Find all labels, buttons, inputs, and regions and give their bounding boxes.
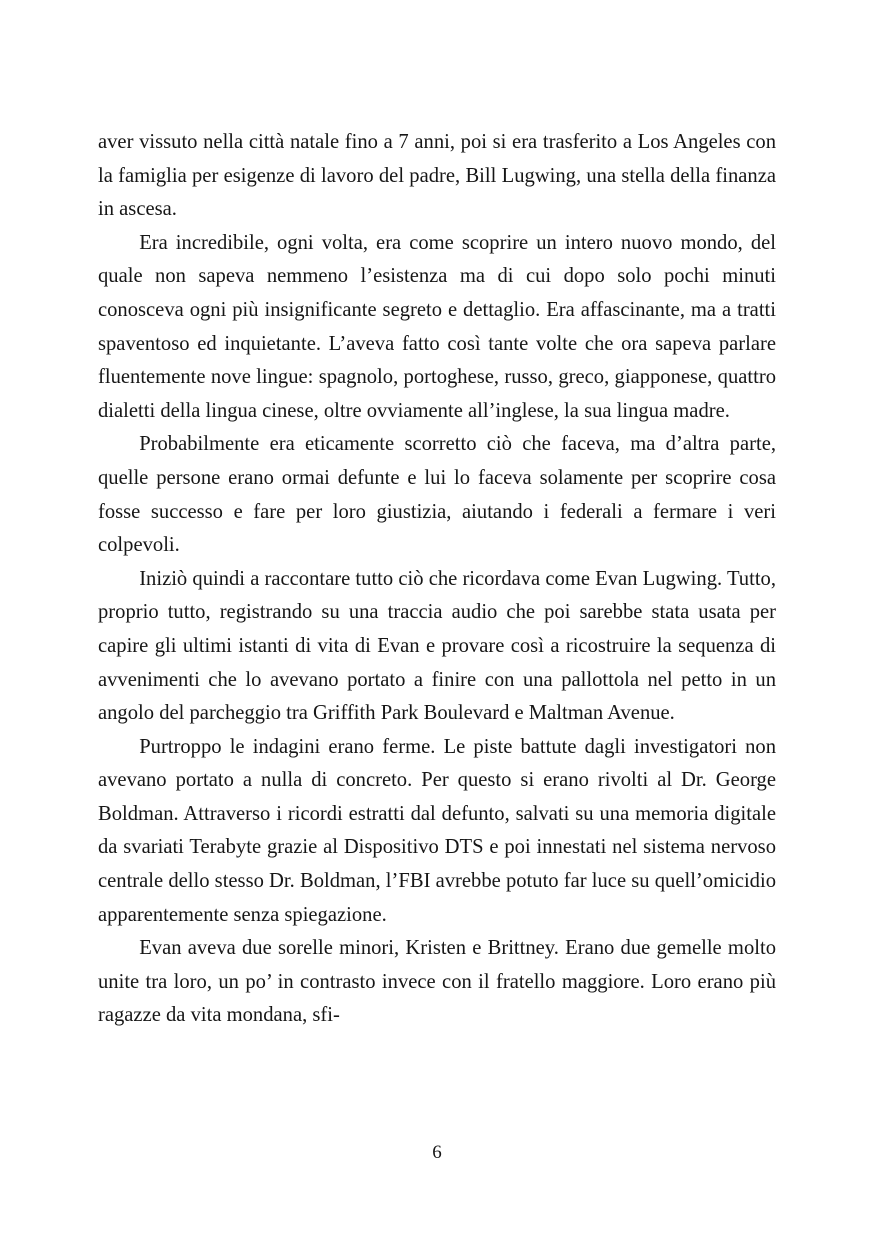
paragraph: Probabilmente era eticamente scorretto ciò che faceva, ma d’altra parte, quelle persone erano ormai defunte e lui lo faceva solamente per scoprire cosa fosse successo e fare per loro giustizia, aiutando i federali a fermare i veri colpevoli. xyxy=(98,433,776,557)
paragraph: Evan aveva due sorelle minori, Kristen e Brittney. Erano due gemelle molto unite tra loro, un po’ in contrasto invece con il fratello maggiore. Loro erano più ragazze da vita mondana, sfi- xyxy=(98,937,776,1027)
paragraph: aver vissuto nella città natale fino a 7 anni, poi si era trasferito a Los Angeles con la famiglia per esigenze di lavoro del padre, Bill Lugwing, una stella della finanza in ascesa. xyxy=(98,131,776,221)
paragraph: Purtroppo le indagini erano ferme. Le piste battute dagli investigatori non avevano portato a nulla di concreto. Per questo si erano rivolti al Dr. George Boldman. Attraverso i ricordi estratti dal defunto, salvati su una memoria digitale da svariati Terabyte grazie al Dispositivo DTS e poi innestati nel sistema nervoso centrale dello stesso Dr. Boldman, l’FBI avrebbe potuto far luce su quell’omicidio apparentemente senza spiegazione. xyxy=(98,735,776,926)
paragraph: Iniziò quindi a raccontare tutto ciò che ricordava come Evan Lugwing. Tutto, proprio tutto, registrando su una traccia audio che poi sarebbe stata usata per capire gli ultimi istanti di vita di Evan e provare così a ricostruire la sequenza di avvenimenti che lo avevano portato a finire con una pallottola nel petto in un angolo del parcheggio tra Griffith Park Boulevard e Maltman Avenue. xyxy=(98,567,776,725)
paragraph: Era incredibile, ogni volta, era come scoprire un intero nuovo mondo, del quale non sapeva nemmeno l’esistenza ma di cui dopo solo pochi minuti conosceva ogni più insignificante segreto e dettaglio. Era affascinante, ma a tratti spaventoso ed inquietante. L’aveva fatto così tante volte che ora sapeva parlare fluentemente nove lingue: spagnolo, portoghese, russo, greco, giapponese, quattro dialetti della lingua cinese, oltre ovviamente all’inglese, la sua lingua madre. xyxy=(98,231,776,422)
page-number: 6 xyxy=(432,1142,442,1163)
page-body-text xyxy=(98,126,776,1033)
